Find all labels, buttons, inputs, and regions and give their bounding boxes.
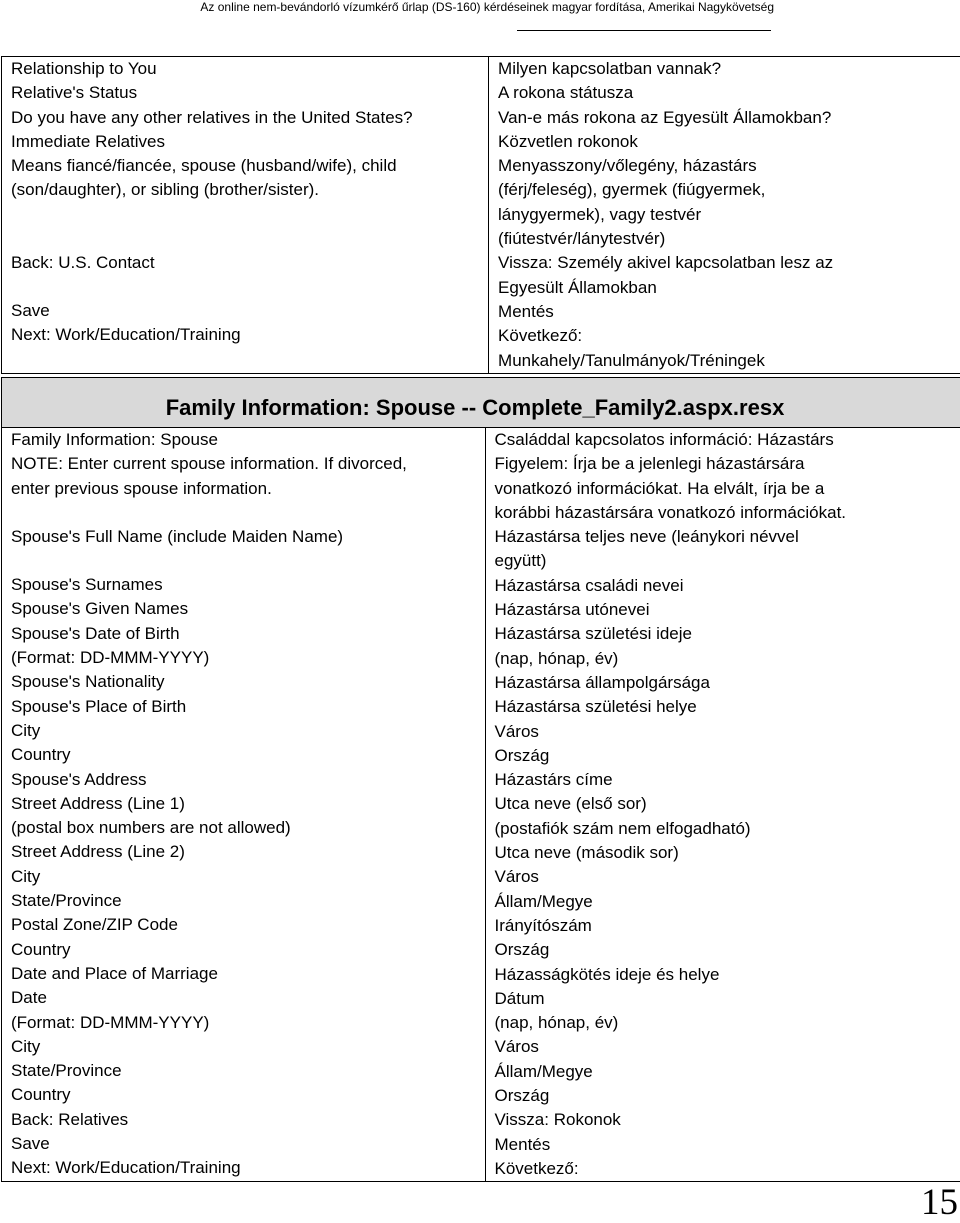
spouse-nationality-label: Spouse's Nationality (11, 670, 476, 694)
marriage-label: Date and Place of Marriage (11, 962, 476, 986)
immediate-relatives-definition-cont: (son/daughter), or sibling (brother/sister). (11, 178, 479, 202)
postal-box-note-hu: (postafiók szám nem elfogadható) (495, 817, 960, 841)
zip-label: Postal Zone/ZIP Code (11, 913, 476, 937)
relatives-table (1, 56, 960, 374)
other-relatives-question: Do you have any other relatives in the United States? (11, 106, 479, 130)
back-link-hu-2: Egyesült Államokban (498, 276, 959, 300)
immediate-relatives-label-hu: Közvetlen rokonok (498, 130, 959, 154)
spouse-full-name-label: Spouse's Full Name (include Maiden Name) (11, 525, 476, 549)
spouse-pob-label-hu: Házastársa születési helye (495, 695, 960, 719)
immediate-relatives-definition-hu: Menyasszony/vőlegény, házastárs (498, 154, 959, 178)
relationship-label: Relationship to You (11, 57, 479, 81)
address-city-label: City (11, 865, 476, 889)
immediate-relatives-definition: Means fiancé/fiancée, spouse (husband/wife), child (11, 154, 479, 178)
address-country-label-hu: Ország (495, 938, 960, 962)
other-relatives-question-hu: Van-e más rokona az Egyesült Államokban? (498, 106, 959, 130)
pob-country-label-hu: Ország (495, 744, 960, 768)
street2-label-hu: Utca neve (második sor) (495, 841, 960, 865)
marriage-date-label: Date (11, 986, 476, 1010)
address-state-label-hu: Állam/Megye (495, 890, 960, 914)
marriage-date-format-hu: (nap, hónap, év) (495, 1011, 960, 1035)
marriage-country-label: Country (11, 1083, 476, 1107)
back-link-hu: Vissza: Személy akivel kapcsolatban lesz az (498, 251, 959, 275)
next-label-hu: Következő: (495, 1157, 960, 1181)
pob-country-label: Country (11, 743, 476, 767)
marriage-state-label: State/Province (11, 1059, 476, 1083)
marriage-label-hu: Házasságkötés ideje és helye (495, 963, 960, 987)
header-underline (517, 30, 771, 31)
hungarian-column (485, 428, 960, 1182)
table-row (2, 57, 960, 374)
save-label: Save (11, 299, 479, 323)
address-state-label: State/Province (11, 889, 476, 913)
pob-city-label: City (11, 719, 476, 743)
postal-box-note: (postal box numbers are not allowed) (11, 816, 476, 840)
section-heading-row (2, 378, 960, 428)
save-label-hu: Mentés (495, 1133, 960, 1157)
english-column (2, 57, 489, 374)
spouse-dob-label-hu: Házastársa születési ideje (495, 622, 960, 646)
spouse-note: NOTE: Enter current spouse information. If divorced, (11, 452, 476, 476)
immediate-relatives-definition-hu-3: lánygyermek), vagy testvér (498, 203, 959, 227)
next-label-hu: Következő: (498, 324, 959, 348)
relative-status-label: Relative's Status (11, 81, 479, 105)
back-link: Back: U.S. Contact (11, 251, 479, 275)
next-label: Next: Work/Education/Training (11, 323, 479, 347)
spouse-nationality-label-hu: Házastársa állampolgársága (495, 671, 960, 695)
spouse-note-cont: enter previous spouse information. (11, 477, 476, 501)
page-number: 15 (921, 1184, 958, 1221)
spouse-address-label-hu: Házastárs címe (495, 768, 960, 792)
marriage-date-label-hu: Dátum (495, 987, 960, 1011)
spouse-title: Family Information: Spouse (11, 428, 476, 452)
save-label-hu: Mentés (498, 300, 959, 324)
spouse-full-name-label-hu-2: együtt) (495, 549, 960, 573)
spouse-note-hu-3: korábbi házastársára vonatkozó információkat. (495, 501, 960, 525)
address-city-label-hu: Város (495, 865, 960, 889)
address-country-label: Country (11, 938, 476, 962)
marriage-country-label-hu: Ország (495, 1084, 960, 1108)
section-heading: Family Information: Spouse -- Complete_Family2.aspx.resx (166, 395, 785, 420)
back-link: Back: Relatives (11, 1108, 476, 1132)
next-label-hu-2: Munkahely/Tanulmányok/Tréningek (498, 349, 959, 373)
spouse-note-hu: Figyelem: Írja be a jelenlegi házastársára (495, 452, 960, 476)
section-heading-cell (2, 378, 960, 428)
street2-label: Street Address (Line 2) (11, 840, 476, 864)
spouse-address-label: Spouse's Address (11, 768, 476, 792)
spouse-table (1, 377, 960, 1182)
street1-label-hu: Utca neve (első sor) (495, 792, 960, 816)
relative-status-label-hu: A rokona státusza (498, 81, 959, 105)
street1-label: Street Address (Line 1) (11, 792, 476, 816)
spouse-dob-format-hu: (nap, hónap, év) (495, 647, 960, 671)
relationship-label-hu: Milyen kapcsolatban vannak? (498, 57, 959, 81)
spouse-note-hu-2: vonatkozó információkat. Ha elvált, írja be a (495, 477, 960, 501)
marriage-city-label-hu: Város (495, 1035, 960, 1059)
table-row (2, 428, 960, 1182)
pob-city-label-hu: Város (495, 720, 960, 744)
spouse-pob-label: Spouse's Place of Birth (11, 695, 476, 719)
marriage-city-label: City (11, 1035, 476, 1059)
hungarian-column (489, 57, 960, 374)
next-label: Next: Work/Education/Training (11, 1156, 476, 1180)
spouse-given-names-label: Spouse's Given Names (11, 597, 476, 621)
save-label: Save (11, 1132, 476, 1156)
spouse-title-hu: Családdal kapcsolatos információ: Házastárs (495, 428, 960, 452)
spouse-surnames-label-hu: Házastársa családi nevei (495, 574, 960, 598)
marriage-date-format: (Format: DD-MMM-YYYY) (11, 1011, 476, 1035)
marriage-state-label-hu: Állam/Megye (495, 1060, 960, 1084)
back-link-hu: Vissza: Rokonok (495, 1108, 960, 1132)
spouse-surnames-label: Spouse's Surnames (11, 573, 476, 597)
zip-label-hu: Irányítószám (495, 914, 960, 938)
spouse-dob-format: (Format: DD-MMM-YYYY) (11, 646, 476, 670)
english-column (2, 428, 486, 1182)
immediate-relatives-label: Immediate Relatives (11, 130, 479, 154)
header-title: Az online nem-bevándorló vízumkérő űrlap (DS-160) kérdéseinek magyar fordítása, Amerikai Nagykövetség (200, 0, 774, 14)
spouse-given-names-label-hu: Házastársa utónevei (495, 598, 960, 622)
immediate-relatives-definition-hu-4: (fiútestvér/lánytestvér) (498, 227, 959, 251)
spouse-dob-label: Spouse's Date of Birth (11, 622, 476, 646)
spouse-full-name-label-hu: Házastársa teljes neve (leánykori névvel (495, 525, 960, 549)
immediate-relatives-definition-hu-2: (férj/feleség), gyermek (fiúgyermek, (498, 178, 959, 202)
